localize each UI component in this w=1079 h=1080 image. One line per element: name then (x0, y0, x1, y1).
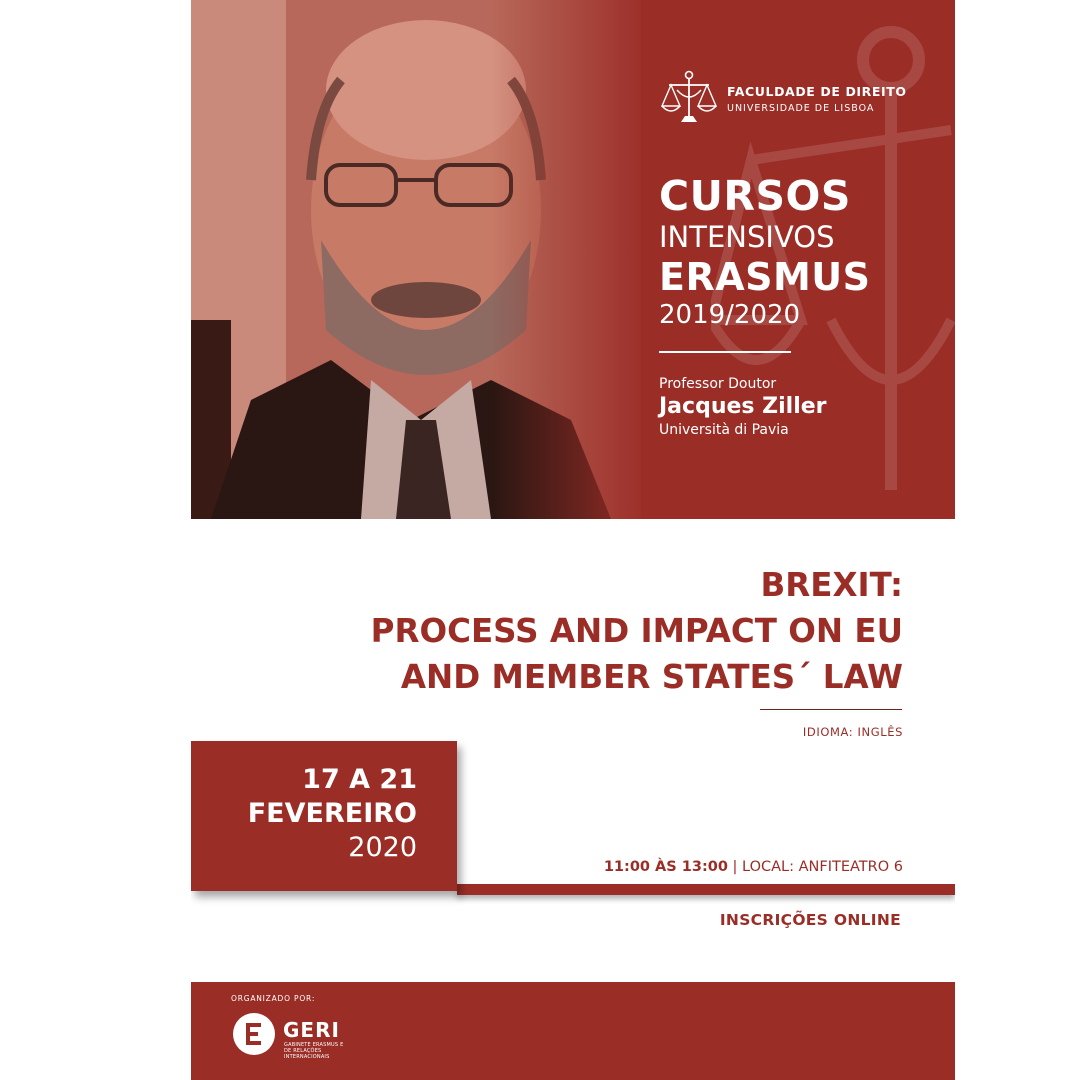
course-title-block (659, 172, 871, 330)
date-box (191, 741, 457, 891)
date-month: FEVEREIRO (247, 798, 417, 829)
speaker-name: Jacques Ziller (659, 394, 827, 419)
organizer-name: GERI (283, 1018, 340, 1042)
talk-title-line1: BREXIT: (760, 566, 903, 604)
course-title-line2: INTENSIVOS (659, 220, 835, 254)
schedule-info (604, 859, 903, 875)
university-name: UNIVERSIDADE DE LISBOA (727, 103, 875, 114)
registration-link[interactable]: INSCRIÇÕES ONLINE (719, 911, 901, 929)
date-year: 2020 (348, 832, 417, 863)
speaker-block (659, 375, 827, 439)
poster (191, 0, 955, 1080)
speaker-photo (191, 0, 641, 519)
organizer-description: GABINETE ERASMUS E DE RELAÇÕES INTERNACIONAIS (284, 1042, 344, 1060)
speaker-title: Professor Doutor (659, 376, 777, 392)
scales-of-justice-icon (659, 70, 719, 128)
talk-title (371, 562, 903, 700)
schedule-time: 11:00 ÀS 13:00 (603, 859, 728, 875)
date-days: 17 A 21 (302, 764, 417, 795)
photo-fade (491, 0, 641, 519)
header-band (191, 0, 955, 519)
course-title-line3: ERASMUS (659, 255, 871, 299)
language-label: IDIOMA: INGLÊS (802, 725, 903, 739)
schedule-bar (457, 884, 955, 895)
title-divider (760, 709, 902, 710)
course-year: 2019/2020 (659, 300, 801, 330)
talk-title-line3: AND MEMBER STATES´ LAW (400, 658, 903, 696)
schedule-location: | LOCAL: ANFITEATRO 6 (732, 859, 903, 875)
talk-title-line2: PROCESS AND IMPACT ON EU (370, 612, 903, 650)
geri-logo-icon (232, 1012, 276, 1056)
faculty-name: FACULDADE DE DIREITO (727, 84, 907, 99)
course-title-line1: CURSOS (659, 172, 851, 220)
speaker-institution: Università di Pavia (659, 422, 789, 438)
organizer-label: ORGANIZADO POR: (231, 994, 316, 1003)
header-divider (659, 351, 791, 353)
faculty-logo (659, 70, 907, 128)
footer-band (191, 982, 955, 1080)
